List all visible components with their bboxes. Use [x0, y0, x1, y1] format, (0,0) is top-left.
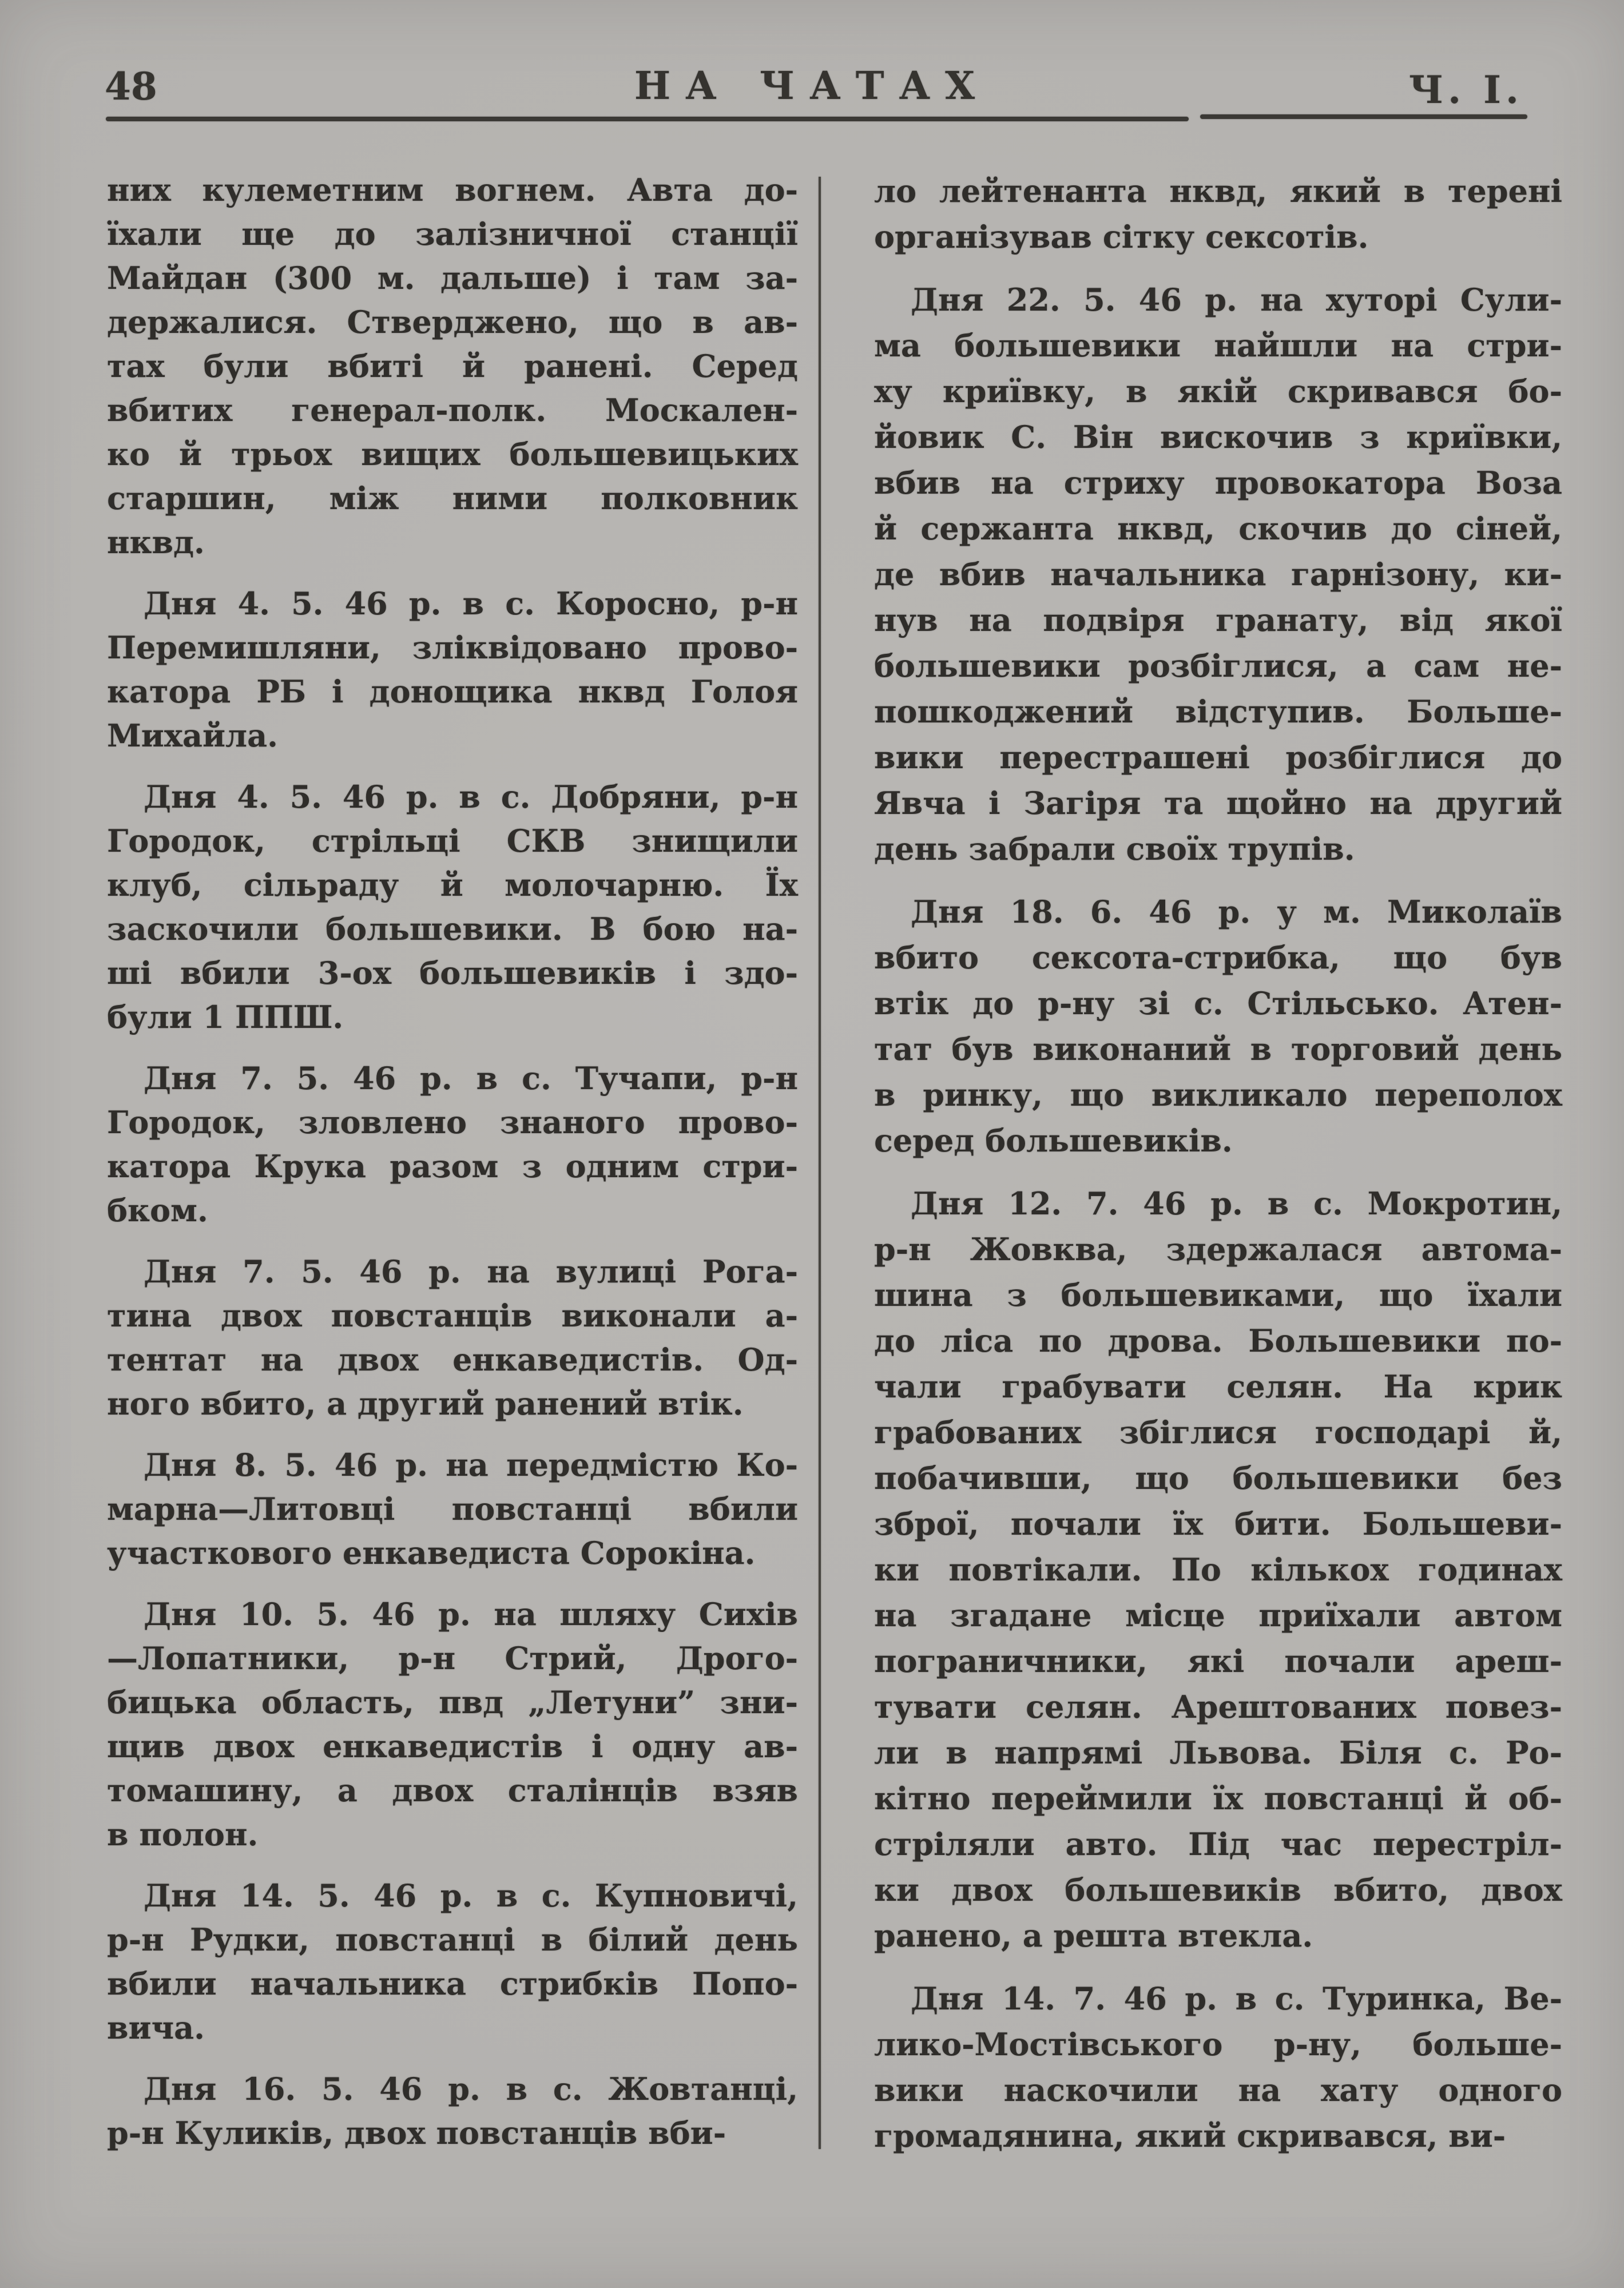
paragraph	[874, 168, 1562, 260]
page-title: НА ЧАТАХ	[634, 63, 990, 108]
text-line: Майдан (300 м. дальше) і там за-	[107, 260, 798, 296]
paragraph	[107, 1592, 798, 1857]
paragraph	[107, 1443, 798, 1575]
text-line: кітно переймили їх повстанці й об-	[874, 1780, 1562, 1817]
text-line: клуб, сільраду й молочарню. Їх	[107, 867, 798, 903]
paragraph	[874, 277, 1562, 872]
header-rule-left-segment	[106, 117, 1189, 121]
text-line: де вбив начальника гарнізону, ки-	[874, 556, 1562, 593]
text-line: побачивши, що большевики без	[874, 1460, 1562, 1496]
text-line: щив двох енкаведистів і одну ав-	[107, 1728, 798, 1765]
text-line: Дня 7. 5. 46 р. в с. Тучапи, р-н	[144, 1060, 798, 1097]
text-line: —Лопатники, р-н Стрий, Дрого-	[107, 1640, 798, 1677]
text-line: до ліса по дрова. Большевики по-	[874, 1322, 1562, 1359]
text-line: Дня 4. 5. 46 р. в с. Добряни, р-н	[144, 778, 798, 815]
paragraph	[874, 889, 1562, 1163]
text-line: день забрали своїх трупів.	[874, 831, 1355, 867]
text-line: громадянина, який скривався, ви-	[874, 2118, 1506, 2154]
text-line: зброї, почали їх бити. Большеви-	[874, 1506, 1562, 1542]
text-line: Городок, зловлено знаного прово-	[107, 1104, 798, 1141]
text-line: вича.	[107, 2009, 205, 2046]
text-line: були 1 ППШ.	[107, 999, 344, 1035]
paragraph	[107, 1250, 798, 1426]
paragraph	[107, 1056, 798, 1233]
text-line: й сержанта нквд, скочив до сіней,	[874, 510, 1562, 547]
text-line: Дня 12. 7. 46 р. в с. Мокротин,	[911, 1185, 1562, 1222]
text-line: р-н Куликів, двох повстанців вби-	[107, 2115, 726, 2151]
text-line: Дня 7. 5. 46 р. на вулиці Рога-	[144, 1253, 798, 1290]
text-line: ші вбили 3-ох большевиків і здо-	[107, 955, 798, 991]
text-line: ного вбито, а другий ранений втік.	[107, 1385, 744, 1422]
text-line: Дня 14. 7. 46 р. в с. Туринка, Ве-	[911, 1980, 1562, 2017]
text-line: Явча і Загіря та щойно на другий	[874, 785, 1562, 821]
text-line: Дня 4. 5. 46 р. в с. Коросно, р-н	[144, 585, 798, 622]
paragraph	[107, 1874, 798, 2050]
text-line: тат був виконаний в торговий день	[874, 1031, 1562, 1067]
text-line: йовик С. Він вискочив з криївки,	[874, 419, 1562, 455]
text-line: ло лейтенанта нквд, який в терені	[874, 173, 1562, 209]
text-line: вбили начальника стрибків Попо-	[107, 1965, 798, 2002]
text-line: грабованих збіглися господарі й,	[874, 1414, 1562, 1451]
left-text-column	[107, 168, 798, 2172]
text-line: вбитих генерал-полк. Москален-	[107, 392, 798, 428]
paragraph	[874, 1181, 1562, 1959]
text-line: р-н Жовква, здержалася автома-	[874, 1231, 1562, 1268]
text-line: Дня 8. 5. 46 р. на передмістю Ко-	[144, 1447, 798, 1483]
text-line: Дня 10. 5. 46 р. на шляху Сихів	[144, 1596, 798, 1632]
text-line: участкового енкаведиста Сорокіна.	[107, 1535, 756, 1571]
paragraph	[107, 2067, 798, 2155]
text-line: нквд.	[107, 524, 205, 561]
text-line: пошкоджений відступив. Больше-	[874, 693, 1562, 730]
text-line: в ринку, що викликало переполох	[874, 1077, 1562, 1113]
text-line: заскочили большевики. В бою на-	[107, 911, 798, 947]
text-line: Перемишляни, зліквідовано прово-	[107, 629, 798, 666]
text-line: втік до р-ну зі с. Стільсько. Атен-	[874, 985, 1562, 1022]
text-line: Дня 18. 6. 46 р. у м. Миколаїв	[911, 893, 1562, 930]
text-line: ху криївку, в якій скривався бо-	[874, 373, 1562, 410]
text-line: ки двох большевиків вбито, двох	[874, 1872, 1562, 1908]
text-line: них кулеметним вогнем. Авта до-	[107, 172, 798, 208]
text-line: тентат на двох енкаведистів. Од-	[107, 1341, 798, 1378]
text-line: тах були вбиті й ранені. Серед	[107, 348, 798, 384]
text-line: організував сітку сексотів.	[874, 219, 1369, 255]
text-line: стріляли авто. Під час перестріл-	[874, 1826, 1562, 1862]
text-line: томашину, а двох сталінців взяв	[107, 1772, 798, 1809]
page-number: 48	[105, 64, 157, 109]
text-line: лико-Мостівського р-ну, больше-	[874, 2026, 1562, 2063]
text-line: тувати селян. Арештованих повез-	[874, 1689, 1562, 1725]
text-line: катора Крука разом з одним стри-	[107, 1148, 798, 1185]
text-line: Дня 16. 5. 46 р. в с. Жовтанці,	[144, 2071, 798, 2107]
header-rule-right-segment	[1200, 114, 1527, 119]
text-line: Дня 22. 5. 46 р. на хуторі Сули-	[911, 281, 1562, 318]
issue-part-label: Ч. І.	[1408, 67, 1523, 112]
text-line: пограничники, які почали ареш-	[874, 1643, 1562, 1679]
paragraph	[107, 168, 798, 565]
text-line: вбито сексота-стрибка, що був	[874, 939, 1562, 976]
text-line: їхали ще до залізничної станції	[107, 216, 798, 252]
text-line: вбив на стриху провокатора Воза	[874, 464, 1562, 501]
text-line: Городок, стрільці СКВ знищили	[107, 823, 798, 859]
text-line: бицька область, пвд „Летуни” зни-	[107, 1684, 798, 1721]
paragraph	[107, 582, 798, 758]
paragraph	[107, 775, 798, 1039]
text-line: серед большевиків.	[874, 1122, 1233, 1159]
text-line: бком.	[107, 1192, 208, 1229]
text-line: шина з большевиками, що їхали	[874, 1277, 1562, 1313]
text-line: р-н Рудки, повстанці в білий день	[107, 1921, 798, 1958]
text-line: держалися. Стверджено, що в ав-	[107, 304, 798, 340]
text-line: на згадане місце приїхали автом	[874, 1597, 1562, 1634]
text-line: Дня 14. 5. 46 р. в с. Купновичі,	[144, 1877, 798, 1914]
column-divider-rule	[819, 177, 821, 2149]
text-line: большевики розбіглися, а сам не-	[874, 648, 1562, 684]
text-line: Михайла.	[107, 717, 278, 754]
text-line: ко й трьох вищих большевицьких	[107, 436, 798, 472]
text-line: ли в напрямі Львова. Біля с. Ро-	[874, 1734, 1562, 1771]
paragraph	[874, 1976, 1562, 2159]
text-line: старшин, між ними полковник	[107, 480, 798, 517]
text-line: ма большевики найшли на стри-	[874, 327, 1562, 364]
text-line: катора РБ і донощика нквд Голоя	[107, 673, 798, 710]
text-line: ки повтікали. По кількох годинах	[874, 1551, 1562, 1588]
text-line: нув на подвіря гранату, від якої	[874, 602, 1562, 638]
text-line: вики наскочили на хату одного	[874, 2072, 1562, 2108]
text-line: тина двох повстанців виконали а-	[107, 1297, 798, 1334]
right-text-column	[874, 168, 1562, 2176]
text-line: в полон.	[107, 1816, 259, 1853]
text-line: ранено, а решта втекла.	[874, 1917, 1313, 1954]
text-line: вики перестрашені розбіглися до	[874, 739, 1562, 776]
text-line: марна—Литовці повстанці вбили	[107, 1491, 798, 1527]
text-line: чали грабувати селян. На крик	[874, 1368, 1562, 1405]
